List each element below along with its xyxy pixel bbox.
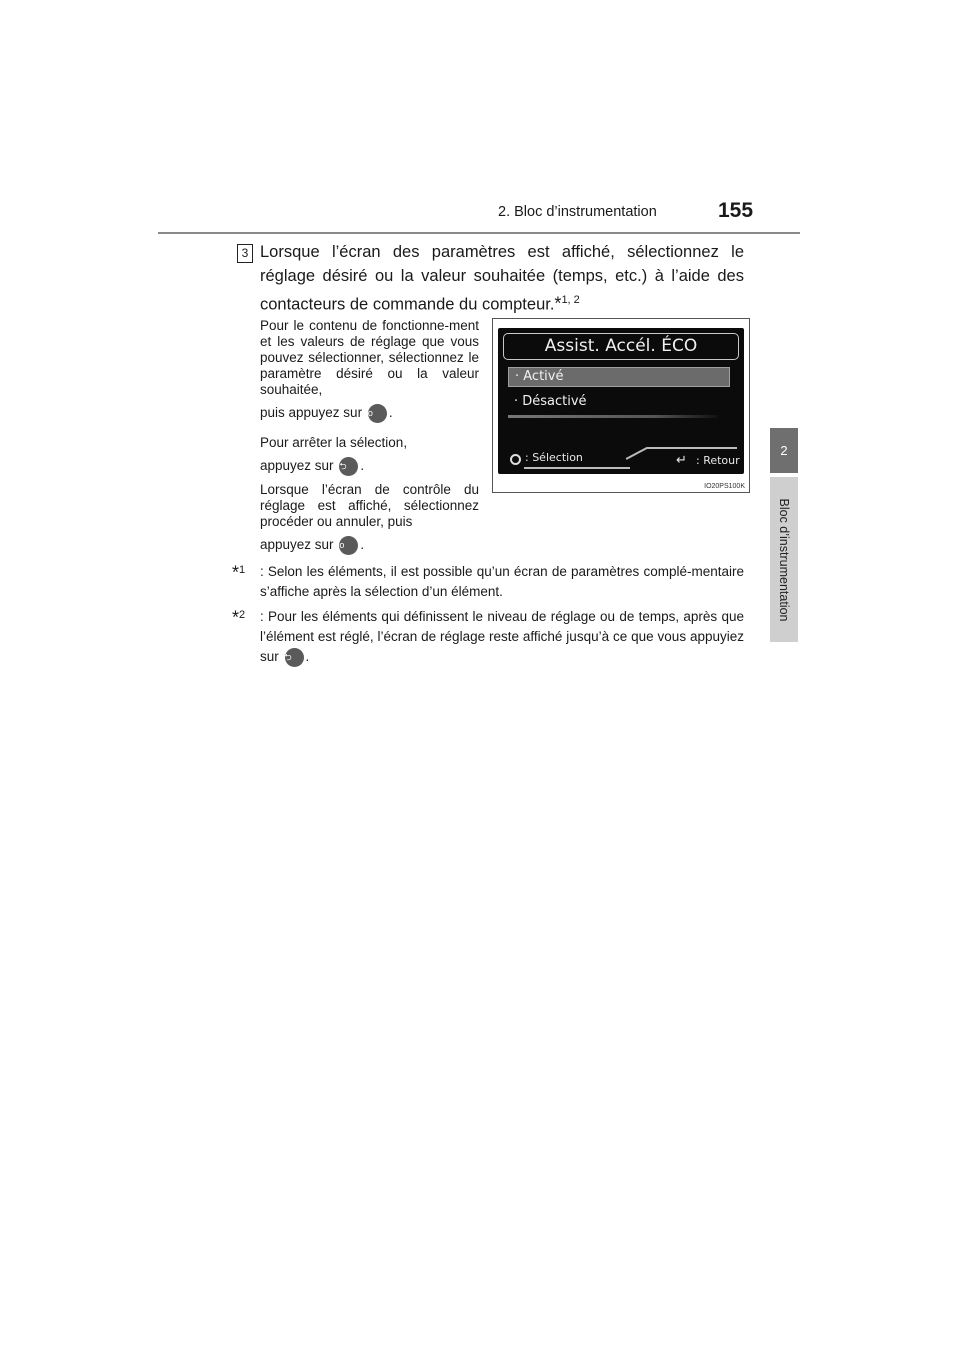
footnote-1-text: : Selon les éléments, il est possible qu’un écran de paramètres complé-mentaire s’affiche après la sélection d’un élément.	[260, 564, 744, 599]
footnote-1-mark: *$^1$	[232, 562, 246, 583]
page-number: 155	[718, 199, 754, 222]
select-knob-icon	[510, 454, 521, 465]
enter-button-icon: o	[339, 536, 358, 555]
screen-title: Assist. Accél. ÉCO	[503, 333, 739, 360]
instruction-p2-end-text: appuyez sur	[260, 458, 334, 474]
period: .	[360, 537, 365, 553]
step-instruction	[260, 240, 744, 317]
instruction-p3-text: Lorsque l’écran de contrôle du réglage est affiché, sélectionnez procéder ou annuler, puis	[260, 482, 479, 529]
footnote-1	[232, 562, 744, 602]
footer-line	[524, 467, 630, 469]
enter-button-icon: o	[368, 404, 387, 423]
screen-footer	[498, 442, 744, 474]
header-rule	[158, 232, 800, 234]
instruction-paragraph-1	[260, 318, 479, 423]
instruction-p1-text: Pour le contenu de fonctionne-ment et les valeurs de réglage que vous pouvez sélectionner, sélectionnez le paramètre désiré ou la valeur souhaitée,	[260, 318, 479, 397]
screen-option-inactive: · Désactivé	[514, 394, 587, 409]
instruction-p3-end-text: appuyez sur	[260, 537, 334, 553]
footer-line-right	[647, 447, 737, 449]
footer-select-label: : Sélection	[525, 451, 583, 464]
side-tab-number: 2	[770, 428, 798, 473]
screen-option-active: · Activé	[508, 367, 730, 387]
footer-back-label: : Retour	[696, 454, 740, 467]
footer-line-slope	[626, 447, 648, 460]
period: .	[388, 405, 393, 421]
instruction-p2-text: Pour arrêter la sélection,	[260, 435, 408, 450]
side-tab-label-text: Bloc d’instrumentation	[777, 498, 791, 621]
footnote-2-body: : Pour les éléments qui définissent le niveau de réglage ou de temps, après que l’élément est réglé, l’écran de réglage reste affiché jusqu’à ce que vous appuyiez sur	[260, 609, 744, 664]
instruction-p1-end-text: puis appuyez sur	[260, 405, 363, 421]
instruction-paragraph-2	[260, 435, 479, 476]
footnote-star: *	[554, 293, 562, 314]
instruction-p2-end	[260, 457, 479, 476]
footnote-2-text	[260, 607, 744, 667]
back-arrow-icon: ↵	[676, 452, 687, 467]
instruction-p1-end	[260, 404, 479, 423]
instruction-p3-end	[260, 536, 479, 555]
step-text: Lorsque l’écran des paramètres est affiché, sélectionnez le réglage désiré ou la valeur souhaitée (temps, etc.) à l’aide des contacteurs de commande du compteur.	[260, 243, 744, 314]
instrument-screen	[498, 328, 744, 474]
figure-code: IO20PS100K	[704, 483, 745, 490]
screen-separator	[508, 415, 718, 418]
period: .	[305, 649, 310, 664]
footnote-2-mark: *$^2$	[232, 607, 246, 628]
back-button-icon: ⮌	[339, 457, 358, 476]
period: .	[360, 458, 365, 474]
instruction-paragraph-3	[260, 482, 479, 555]
side-tab-label	[770, 477, 798, 642]
header-section-title: 2. Bloc d’instrumentation	[498, 204, 657, 220]
footnote-2	[232, 607, 744, 667]
display-figure	[492, 318, 750, 493]
step-number-badge: 3	[237, 244, 253, 263]
footnote-ref: 1, 2	[561, 294, 580, 306]
back-button-icon: ⮌	[285, 648, 304, 667]
